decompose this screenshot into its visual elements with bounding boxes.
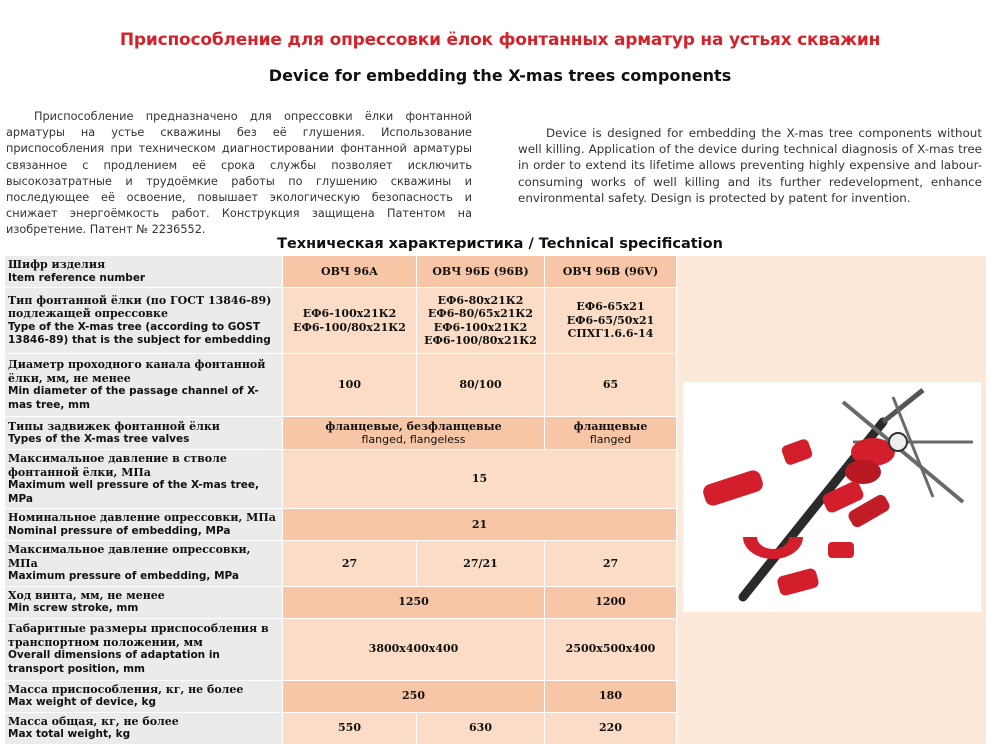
label-en: Overall dimensions of adaptation in transport position, mm: [8, 649, 220, 675]
row-label: [5, 417, 283, 450]
label-en: Nominal pressure of embedding, MPa: [8, 524, 231, 537]
row-label: [5, 256, 283, 288]
label-ru: Номинальное давление опрессовки, МПа: [8, 511, 276, 524]
value-cell: 27: [283, 541, 417, 587]
spec-heading: Техническая характеристика / Technical specification: [277, 236, 723, 252]
value-cell: 180: [545, 680, 677, 712]
tree-type-cell: [283, 288, 417, 354]
row-label: [5, 541, 283, 587]
tree-type: ЕФ6-65х21: [576, 300, 645, 314]
label-ru: Масса приспособления, кг, не более: [8, 682, 244, 696]
label-en: Types of the X-mas tree valves: [8, 433, 190, 445]
value-cell: 3800х400х400: [283, 618, 545, 680]
label-ru: Диаметр проходного канала фонтанной ёлки, мм, не менее: [8, 358, 266, 385]
value-en: flanged: [589, 433, 632, 446]
label-ru: Максимальное давление опрессовки, МПа: [8, 543, 251, 570]
value-cell: [545, 417, 677, 450]
label-ru: Шифр изделия: [8, 258, 106, 271]
spec-table: [4, 255, 987, 745]
device-photo: [677, 256, 987, 745]
row-label: [5, 680, 283, 712]
label-en: Min screw stroke, mm: [8, 602, 139, 614]
value-en: flanged, flangeless: [361, 433, 466, 446]
label-en: Type of the X-mas tree (according to GOST 13846-89) that is the subject for embedding: [8, 320, 271, 346]
value-cell: 27: [545, 541, 677, 587]
table-row: [5, 256, 987, 288]
model-cell: ОВЧ 96В (96V): [545, 256, 677, 288]
row-label: [5, 354, 283, 417]
value-cell: 27/21: [417, 541, 545, 587]
label-ru: Типы задвижек фонтанной ёлки: [8, 419, 220, 433]
label-ru: Габаритные размеры приспособления в транспортном положении, мм: [8, 622, 269, 649]
label-ru: Максимальное давление в стволе фонтанной ёлки, МПа: [8, 452, 227, 479]
description-en: Device is designed for embedding the X-mas tree components without well killing. Application of the device during technical diagnosis of X-mas tree in order to extend its lifetime allows preventing highly expensive and labour-consuming works of well killing and its further redevelopment, enhance environmental safety. Design is protected by patent for invention.: [518, 126, 982, 205]
row-label: [5, 509, 283, 541]
device-image: [683, 382, 981, 612]
row-label: [5, 712, 283, 744]
value-cell: 2500х500х400: [545, 618, 677, 680]
value-cell: 220: [545, 712, 677, 744]
value-cell: 100: [283, 354, 417, 417]
label-en: Min diameter of the passage channel of X-mas tree, mm: [8, 385, 259, 411]
tree-type-cell: [545, 288, 677, 354]
tree-type: ЕФ6-100/80х21К2: [293, 320, 406, 334]
label-ru: Ход винта, мм, не менее: [8, 588, 165, 602]
tree-type-cell: [417, 288, 545, 354]
value-cell: 550: [283, 712, 417, 744]
row-label: [5, 288, 283, 354]
tree-type: ЕФ6-65/50х21: [566, 313, 655, 327]
row-label: [5, 450, 283, 509]
label-en: Item reference number: [8, 271, 146, 284]
row-label: [5, 586, 283, 618]
label-ru: Тип фонтанной ёлки (по ГОСТ 13846-89) подлежащей опрессовке: [8, 293, 272, 320]
label-ru: Масса общая, кг, не более: [8, 714, 179, 728]
page-title-ru: Приспособление для опрессовки ёлок фонтанных арматур на устьях скважин: [119, 30, 881, 50]
value-cell: 80/100: [417, 354, 545, 417]
value-cell: 15: [283, 450, 677, 509]
tree-type: ЕФ6-100/80х21К2: [424, 334, 537, 347]
value-cell: [283, 417, 545, 450]
tree-type: СПХГ1.6.6-14: [567, 327, 654, 341]
value-cell: 1250: [283, 586, 545, 618]
value-ru: фланцевые, безфланцевые: [325, 419, 502, 433]
label-en: Max total weight, kg: [8, 728, 131, 740]
page-title-en: Device for embedding the X-mas trees components: [268, 66, 732, 85]
value-cell: 21: [283, 509, 677, 541]
model-cell: ОВЧ 96Б (96В): [417, 256, 545, 288]
label-en: Maximum well pressure of the X-mas tree, MPa: [8, 479, 260, 505]
description-ru: Приспособление предназначено для опрессовки ёлки фонтанной арматуры на устье скважины без её глушения. Использование приспособления при техническом диагностировании фонтанной арматуры связанное с продлением её срока службы позволяет исключить высокозатратные и трудоёмкие работы по глушению скважины и последующее её освоение, повышает экологическую безопасность и снижает энергоёмкость работ. Конструкция защищена Патентом на изобретение. Патент № 2236552.: [6, 110, 472, 237]
tree-type: ЕФ6-80/65х21К2: [427, 307, 534, 320]
row-label: [5, 618, 283, 680]
value-cell: 65: [545, 354, 677, 417]
model-cell: ОВЧ 96А: [283, 256, 417, 288]
label-en: Max weight of device, kg: [8, 696, 157, 708]
value-ru: фланцевые: [573, 419, 648, 433]
tree-type: ЕФ6-100х21К2: [433, 320, 528, 334]
label-en: Maximum pressure of embedding, MPa: [8, 570, 240, 582]
tree-type: ЕФ6-80х21К2: [437, 293, 524, 307]
value-cell: 1200: [545, 586, 677, 618]
tree-type: ЕФ6-100х21К2: [302, 307, 397, 320]
value-cell: 630: [417, 712, 545, 744]
value-cell: 250: [283, 680, 545, 712]
